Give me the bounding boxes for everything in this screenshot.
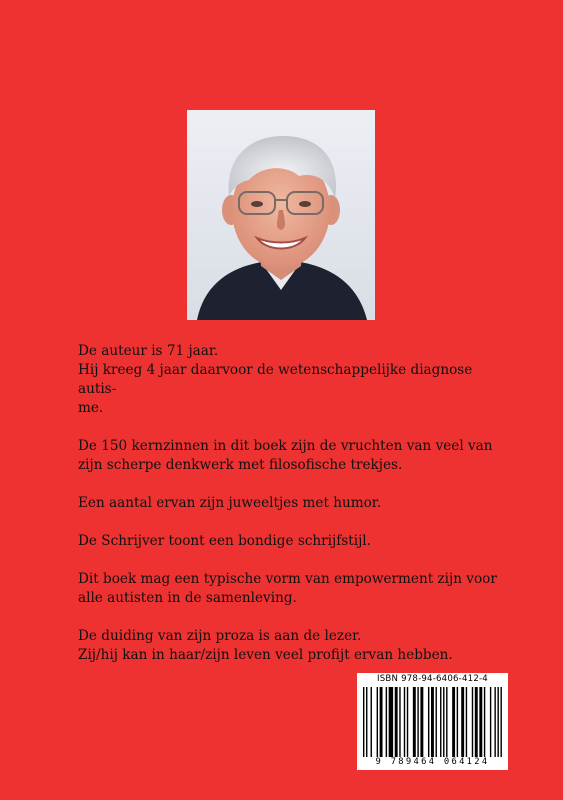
blurb-line: De auteur is 71 jaar. (78, 343, 219, 359)
blurb-line: De Schrijver toont een bondige schrijfstijl. (78, 533, 371, 549)
barcode-bar (490, 687, 491, 757)
barcode-bar (366, 687, 367, 757)
blurb-paragraph-6 (78, 627, 508, 665)
barcode-bar (446, 687, 447, 757)
barcode-bar (431, 687, 434, 757)
blurb-line: Dit boek mag een typische vorm van empowerment zijn voor (78, 571, 497, 587)
barcode-bar (452, 687, 455, 757)
barcode-bar (389, 687, 393, 757)
barcode-bar (428, 687, 429, 757)
blurb-line: Zij/hij kan in haar/zijn leven veel profijt ervan hebben. (78, 647, 453, 663)
barcode-bar (461, 687, 464, 757)
barcode-bar (404, 687, 405, 757)
blurb-paragraph-4 (78, 532, 508, 551)
barcode-bar (475, 687, 478, 757)
barcode-bar (457, 687, 458, 757)
barcode-bar (371, 687, 372, 757)
barcode-bar (500, 687, 501, 757)
barcode-bar (436, 687, 437, 757)
barcode-bar (399, 687, 400, 757)
barcode-bar (494, 687, 495, 757)
blurb-line: De 150 kernzinnen in dit boek zijn de vruchten van veel van (78, 438, 493, 454)
barcode-bar (407, 687, 408, 757)
barcode-bar (363, 687, 364, 757)
barcode-bar (472, 687, 473, 757)
barcode-bar (417, 687, 418, 757)
blurb-line: Een aantal ervan zijn juweeltjes met humor. (78, 495, 382, 511)
isbn-label: ISBN 978-94-6406-412-4 (377, 674, 488, 684)
barcode-bar (440, 687, 441, 757)
blurb-paragraph-1 (78, 342, 508, 418)
author-photo (187, 110, 375, 320)
blurb-line: zijn scherpe denkwerk met filosofische trekjes. (78, 457, 403, 473)
blurb-line: me. (78, 400, 104, 416)
barcode-bar (497, 687, 498, 757)
blurb-line: De duiding van zijn proza is aan de lezer. (78, 628, 362, 644)
barcode-bar (380, 687, 383, 757)
barcode-bar (466, 687, 467, 757)
barcode-bar (395, 687, 398, 757)
barcode-bar (377, 687, 378, 757)
blurb-paragraph-5 (78, 570, 508, 608)
barcode-image (363, 687, 502, 757)
blurb-paragraph-2 (78, 437, 508, 475)
barcode-bar (413, 687, 416, 757)
barcode-bar (386, 687, 387, 757)
blurb-line: Hij kreeg 4 jaar daarvoor de wetenschappelijke diagnose autis- (78, 362, 473, 397)
blurb-text (78, 342, 508, 684)
isbn-barcode (357, 673, 508, 770)
barcode-bar (443, 687, 444, 757)
blurb-paragraph-3 (78, 494, 508, 513)
author-portrait-image (187, 110, 375, 320)
barcode-bar (479, 687, 482, 757)
barcode-bar (484, 687, 485, 757)
blurb-line: alle autisten in de samenleving. (78, 590, 297, 606)
barcode-bar (420, 687, 423, 757)
ean-digits: 9 789464 064124 (375, 757, 490, 767)
barcode-bars (363, 687, 502, 757)
